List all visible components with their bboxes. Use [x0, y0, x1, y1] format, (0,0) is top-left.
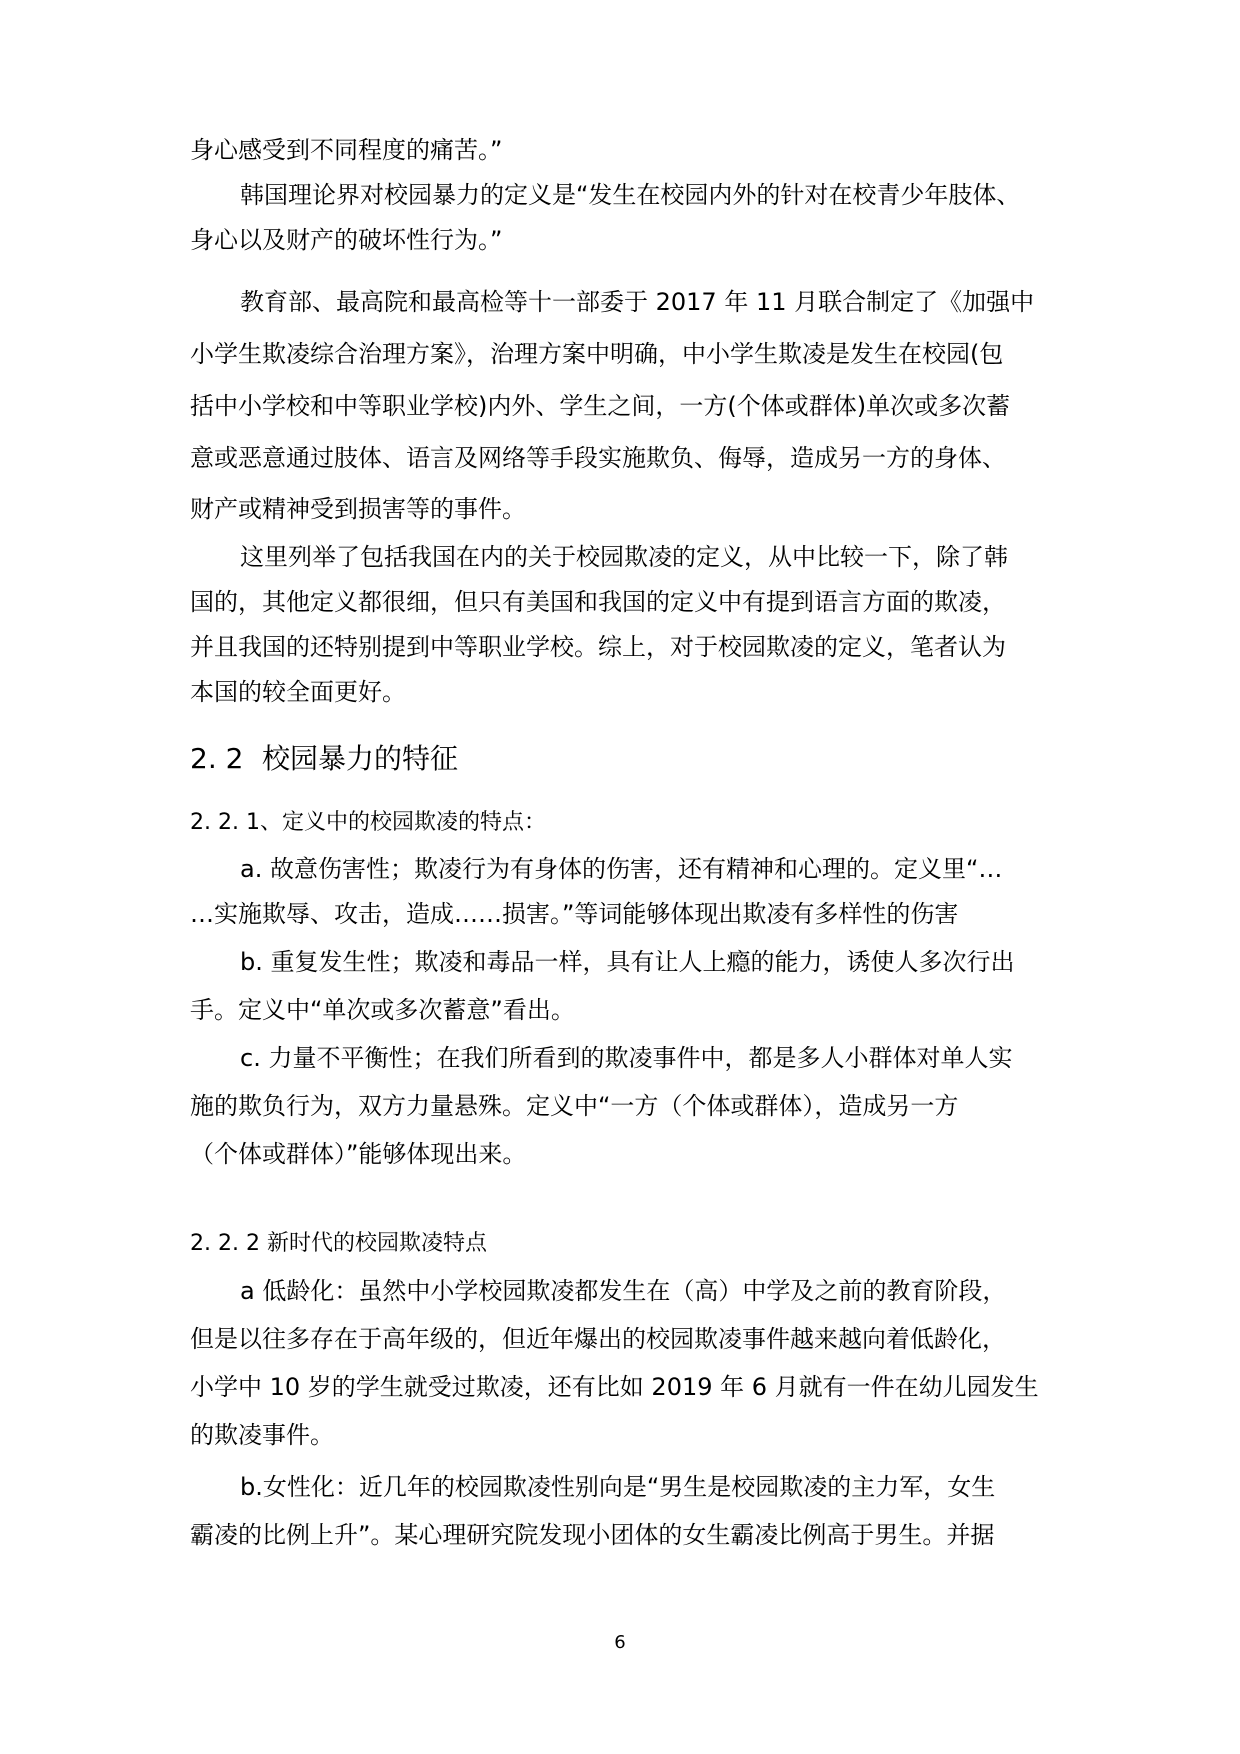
- list-item-line: c. 力量不平衡性；在我们所看到的欺凌事件中，都是多人小群体对单人实: [240, 1044, 1013, 1072]
- paragraph-start-line: 教育部、最高院和最高检等十一部委于 2017 年 11 月联合制定了《加强中: [240, 288, 1035, 316]
- body-line: 手。定义中“单次或多次蓄意”看出。: [190, 996, 575, 1024]
- subsection-heading-2-2-2: 2. 2. 2 新时代的校园欺凌特点: [190, 1231, 487, 1256]
- body-line: 本国的较全面更好。: [190, 678, 406, 706]
- body-line: 并且我国的还特别提到中等职业学校。综上，对于校园欺凌的定义，笔者认为: [190, 633, 1006, 661]
- list-item-line: b. 重复发生性；欺凌和毒品一样，具有让人上瘾的能力，诱使人多次行出: [240, 948, 1015, 976]
- body-line: 但是以往多存在于高年级的，但近年爆出的校园欺凌事件越来越向着低龄化，: [190, 1325, 1006, 1353]
- list-item-line: b.女性化：近几年的校园欺凌性别向是“男生是校园欺凌的主力军，女生: [240, 1473, 996, 1501]
- paragraph-start-line: 韩国理论界对校园暴力的定义是“发生在校园内外的针对在校青少年肢体、: [240, 181, 1021, 209]
- section-heading-2-2: [190, 742, 459, 775]
- section-title: 校园暴力的特征: [262, 742, 459, 775]
- body-line: 小学生欺凌综合治理方案》，治理方案中明确，中小学生欺凌是发生在校园(包: [190, 340, 1004, 368]
- body-line: 国的，其他定义都很细，但只有美国和我国的定义中有提到语言方面的欺凌，: [190, 588, 1006, 616]
- body-line: （个体或群体）”能够体现出来。: [190, 1140, 527, 1168]
- body-line: 意或恶意通过肢体、语言及网络等手段实施欺负、侮辱，造成另一方的身体、: [190, 444, 1006, 472]
- body-line: …实施欺辱、攻击，造成……损害。”等词能够体现出欺凌有多样性的伤害: [190, 900, 959, 928]
- body-line: 身心以及财产的破坏性行为。”: [190, 226, 503, 254]
- body-line: 施的欺负行为，双方力量悬殊。定义中“一方（个体或群体），造成另一方: [190, 1092, 959, 1120]
- body-line: 小学中 10 岁的学生就受过欺凌，还有比如 2019 年 6 月就有一件在幼儿园发生: [190, 1373, 1039, 1401]
- subsection-heading-2-2-1: 2. 2. 1、定义中的校园欺凌的特点：: [190, 810, 546, 835]
- body-line: 身心感受到不同程度的痛苦。”: [190, 136, 503, 164]
- list-item-line: a 低龄化：虽然中小学校园欺凌都发生在（高）中学及之前的教育阶段，: [240, 1277, 1007, 1305]
- body-line: 财产或精神受到损害等的事件。: [190, 495, 526, 523]
- page-number: 6: [614, 1632, 626, 1653]
- body-line: 括中小学校和中等职业学校)内外、学生之间，一方(个体或群体)单次或多次蓄: [190, 392, 1011, 420]
- list-item-line: a. 故意伤害性；欺凌行为有身体的伤害，还有精神和心理的。定义里“…: [240, 855, 1003, 883]
- section-number: 2. 2: [190, 742, 244, 775]
- body-line: 霸凌的比例上升”。某心理研究院发现小团体的女生霸凌比例高于男生。并据: [190, 1521, 995, 1549]
- body-line: 的欺凌事件。: [190, 1421, 334, 1449]
- paragraph-start-line: 这里列举了包括我国在内的关于校园欺凌的定义，从中比较一下，除了韩: [240, 543, 1008, 571]
